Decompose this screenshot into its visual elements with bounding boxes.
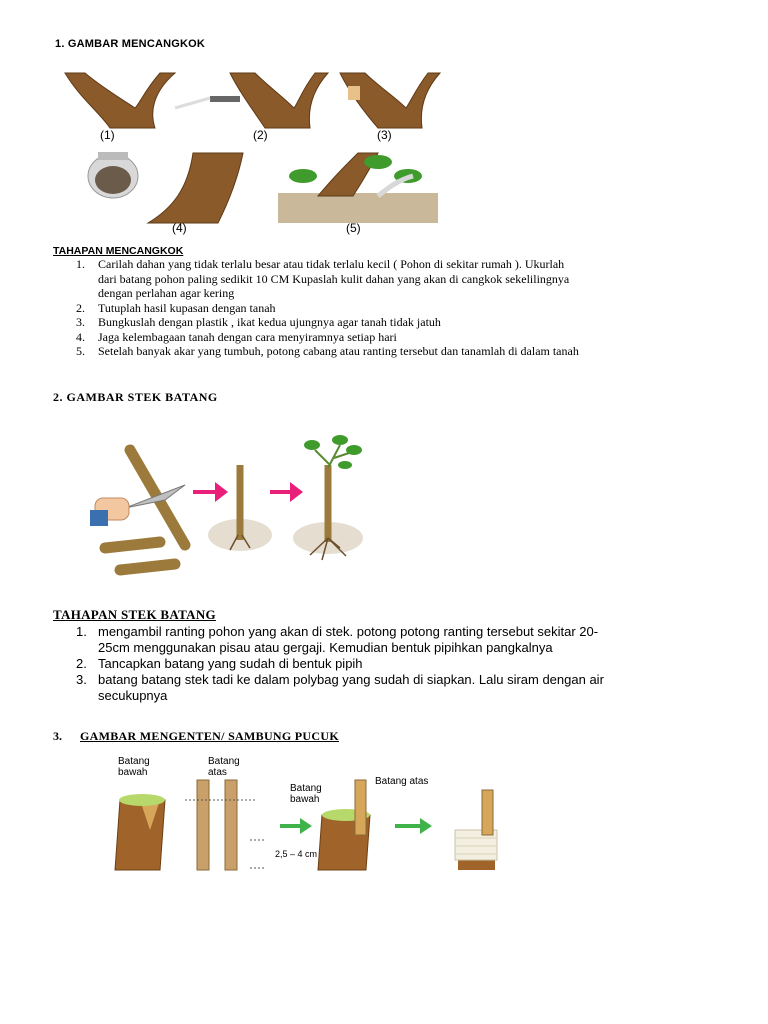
section1-steps-list <box>53 257 753 359</box>
section2-steps-list <box>53 624 753 704</box>
figure-label-2: (2) <box>253 128 268 142</box>
label-batang-bawah-2: Batang bawah <box>290 783 322 805</box>
list-item: 1. mengambil ranting pohon yang akan di stek. potong potong ranting tersebut sekitar 20- 25cm menggunakan pisau atau gergaji. Kemudian bentuk pipihkan pangkalnya <box>76 624 599 655</box>
list-item: 3. batang batang stek tadi ke dalam polybag yang sudah di siapkan. Lalu siram dengan air secukupnya <box>76 672 604 703</box>
list-item: 2. Tancapkan batang yang sudah di bentuk pipih <box>76 656 363 671</box>
label-measure: 2,5 – 4 cm <box>275 849 318 859</box>
list-item: 2. Tutuplah hasil kupasan dengan tanah <box>76 300 276 315</box>
section1-steps-title: TAHAPAN MENCANGKOK <box>53 245 184 257</box>
section2-steps-title: TAHAPAN STEK BATANG <box>53 607 216 622</box>
list-item: 4. Jaga kelembagaan tanah dengan cara menyiramnya setiap hari <box>76 329 397 344</box>
list-item: 5. Setelah banyak akar yang tumbuh, potong cabang atau ranting tersebut dan tanamlah di dalam tanah <box>76 344 579 358</box>
figure-label-3: (3) <box>377 128 392 142</box>
stek-batang-illustration <box>90 420 390 590</box>
figure-label-1: (1) <box>100 128 115 142</box>
section3-heading-number: 3. <box>53 729 62 743</box>
figure-label-4: (4) <box>172 221 187 235</box>
section2-heading: 2. GAMBAR STEK BATANG <box>53 390 218 404</box>
cangkok-illustration-row2 <box>78 148 438 226</box>
figure-label-5: (5) <box>346 221 361 235</box>
list-item: 1. Carilah dahan yang tidak terlalu besar atau tidak terlalu kecil ( Pohon di sekitar rumah ). Ukurlah dari batang pohon paling sedikit 10 CM Kupaslah kulit dahan yang akan di cangkok sekelilingnya dengan perlahan agar kering <box>76 257 570 300</box>
section3-heading: GAMBAR MENGENTEN/ SAMBUNG PUCUK <box>80 729 339 743</box>
list-item: 3. Bungkuslah dengan plastik , ikat kedua ujungnya agar tanah tidak jatuh <box>76 315 441 329</box>
label-batang-atas: Batang atas <box>208 756 240 778</box>
label-batang-atas-2: Batang atas <box>375 776 429 787</box>
label-batang-bawah: Batang bawah <box>118 756 150 778</box>
sambung-pucuk-illustration <box>100 760 530 880</box>
section1-heading: 1. GAMBAR MENCANGKOK <box>55 38 206 50</box>
